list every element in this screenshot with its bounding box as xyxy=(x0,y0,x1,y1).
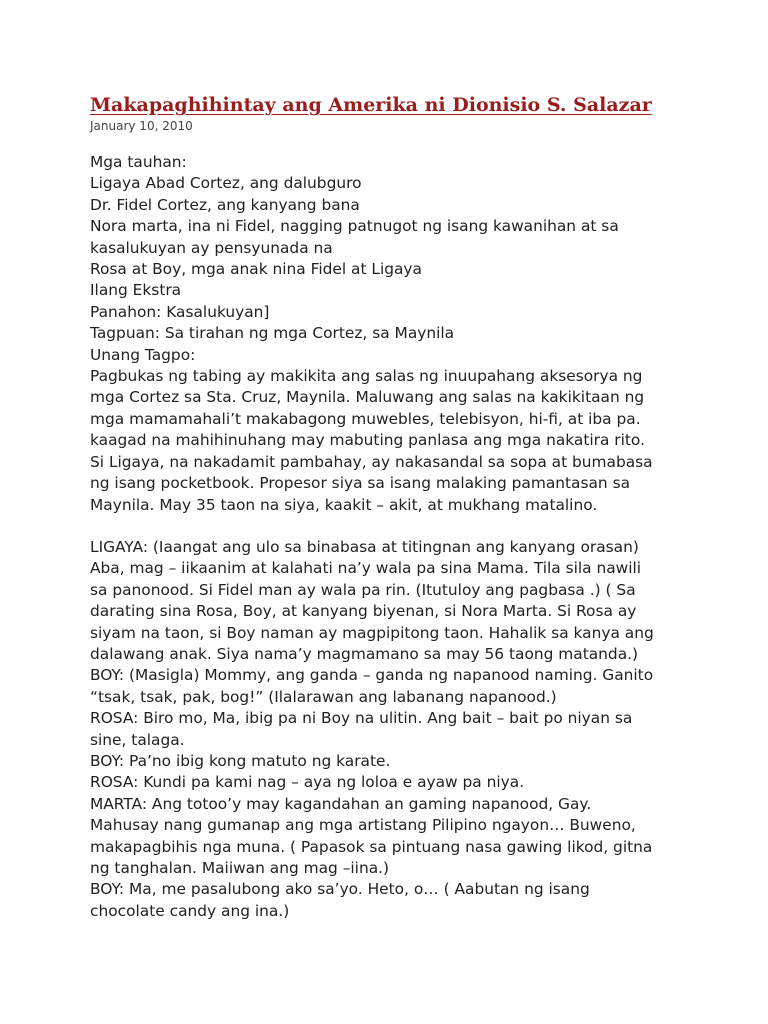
text-line: Si Ligaya, na nakadamit pambahay, ay nakasandal sa sopa at bumabasa xyxy=(90,452,653,471)
text-line: mga Cortez sa Sta. Cruz, Maynila. Maluwang ang salas na kakikitaan ng xyxy=(90,388,645,407)
cast-and-setting-section xyxy=(90,152,690,516)
text-line: ROSA: Kundi pa kami nag – aya ng loloa e ayaw pa niya. xyxy=(90,773,525,792)
text-line: “tsak, tsak, pak, bog!” (Ilalarawan ang labanang napanood.) xyxy=(90,687,557,706)
text-line: ng tanghalan. Maiiwan ang mag –iina.) xyxy=(90,859,390,877)
text-line: BOY: (Masigla) Mommy, ang ganda – ganda ng napanood naming. Ganito xyxy=(90,666,654,685)
text-line: siyam na taon, si Boy naman ay magpipitong taon. Hahalik sa kanya ang xyxy=(90,623,654,642)
document-page xyxy=(90,92,690,922)
text-line: dalawang anak. Siya nama’y magmamano sa may 56 taong matanda.) xyxy=(90,644,639,663)
text-line: Tagpuan: Sa tirahan ng mga Cortez, sa Maynila xyxy=(90,324,455,343)
text-line: Mahusay nang gumanap ang mga artistang Pilipino ngayon… Buweno, xyxy=(90,816,636,835)
text-line: Ilang Ekstra xyxy=(90,281,182,300)
text-line: Rosa at Boy, mga anak nina Fidel at Ligaya xyxy=(90,260,422,279)
text-line: MARTA: Ang totoo’y may kagandahan an gaming napanood, Gay. xyxy=(90,794,592,813)
text-line: Panahon: Kasalukuyan] xyxy=(90,302,270,321)
text-line: Ligaya Abad Cortez, ang dalubguro xyxy=(90,174,362,193)
text-line: Dr. Fidel Cortez, ang kanyang bana xyxy=(90,195,360,214)
text-line: Nora marta, ina ni Fidel, nagging patnugot ng isang kawanihan at sa xyxy=(90,217,619,236)
text-line: ROSA: Biro mo, Ma, ibig pa ni Boy na ulitin. Ang bait – bait po niyan sa xyxy=(90,709,633,728)
text-line: mga mamamahali’t makabagong muwebles, telebisyon, hi-fi, at iba pa. xyxy=(90,409,641,428)
text-line: LIGAYA: (Iaangat ang ulo sa binabasa at titingnan ang kanyang orasan) xyxy=(90,537,639,556)
text-line: Maynila. May 35 taon na siya, kaakit – akit, at mukhang matalino. xyxy=(90,495,598,514)
text-line: BOY: Pa’no ibig kong matuto ng karate. xyxy=(90,751,391,770)
post-title[interactable]: Makapaghihintay ang Amerika ni Dionisio S. Salazar xyxy=(90,94,652,116)
text-line: Pagbukas ng tabing ay makikita ang salas ng inuupahang aksesorya ng xyxy=(90,367,643,386)
text-line: sine, talaga. xyxy=(90,730,185,749)
text-line: kaagad na mahihinuhang may mabuting panlasa ang mga nakatira rito. xyxy=(90,431,645,450)
dialogue-section xyxy=(90,537,690,922)
text-line: sa panonood. Si Fidel man ay wala pa rin. (Itutuloy ang pagbasa .) ( Sa xyxy=(90,580,636,599)
text-line: darating sina Rosa, Boy, at kanyang biyenan, si Nora Marta. Si Rosa ay xyxy=(90,602,637,621)
text-line: makapagbihis nga muna. ( Papasok sa pintuang nasa gawing likod, gitna xyxy=(90,837,653,856)
text-line: chocolate candy ang ina.) xyxy=(90,901,290,920)
text-line: Aba, mag – iikaanim at kalahati na’y wala pa sina Mama. Tila sila nawili xyxy=(90,559,642,578)
text-line: BOY: Ma, me pasalubong ako sa’yo. Heto, o… ( Aabutan ng isang xyxy=(90,880,590,899)
text-line: Mga tauhan: xyxy=(90,153,187,171)
text-line: Unang Tagpo: xyxy=(90,345,196,364)
text-line: kasalukuyan ay pensyunada na xyxy=(90,238,333,257)
post-date: January 10, 2010 xyxy=(90,119,193,133)
text-line: ng isang pocketbook. Propesor siya sa isang malaking pamantasan sa xyxy=(90,474,631,493)
